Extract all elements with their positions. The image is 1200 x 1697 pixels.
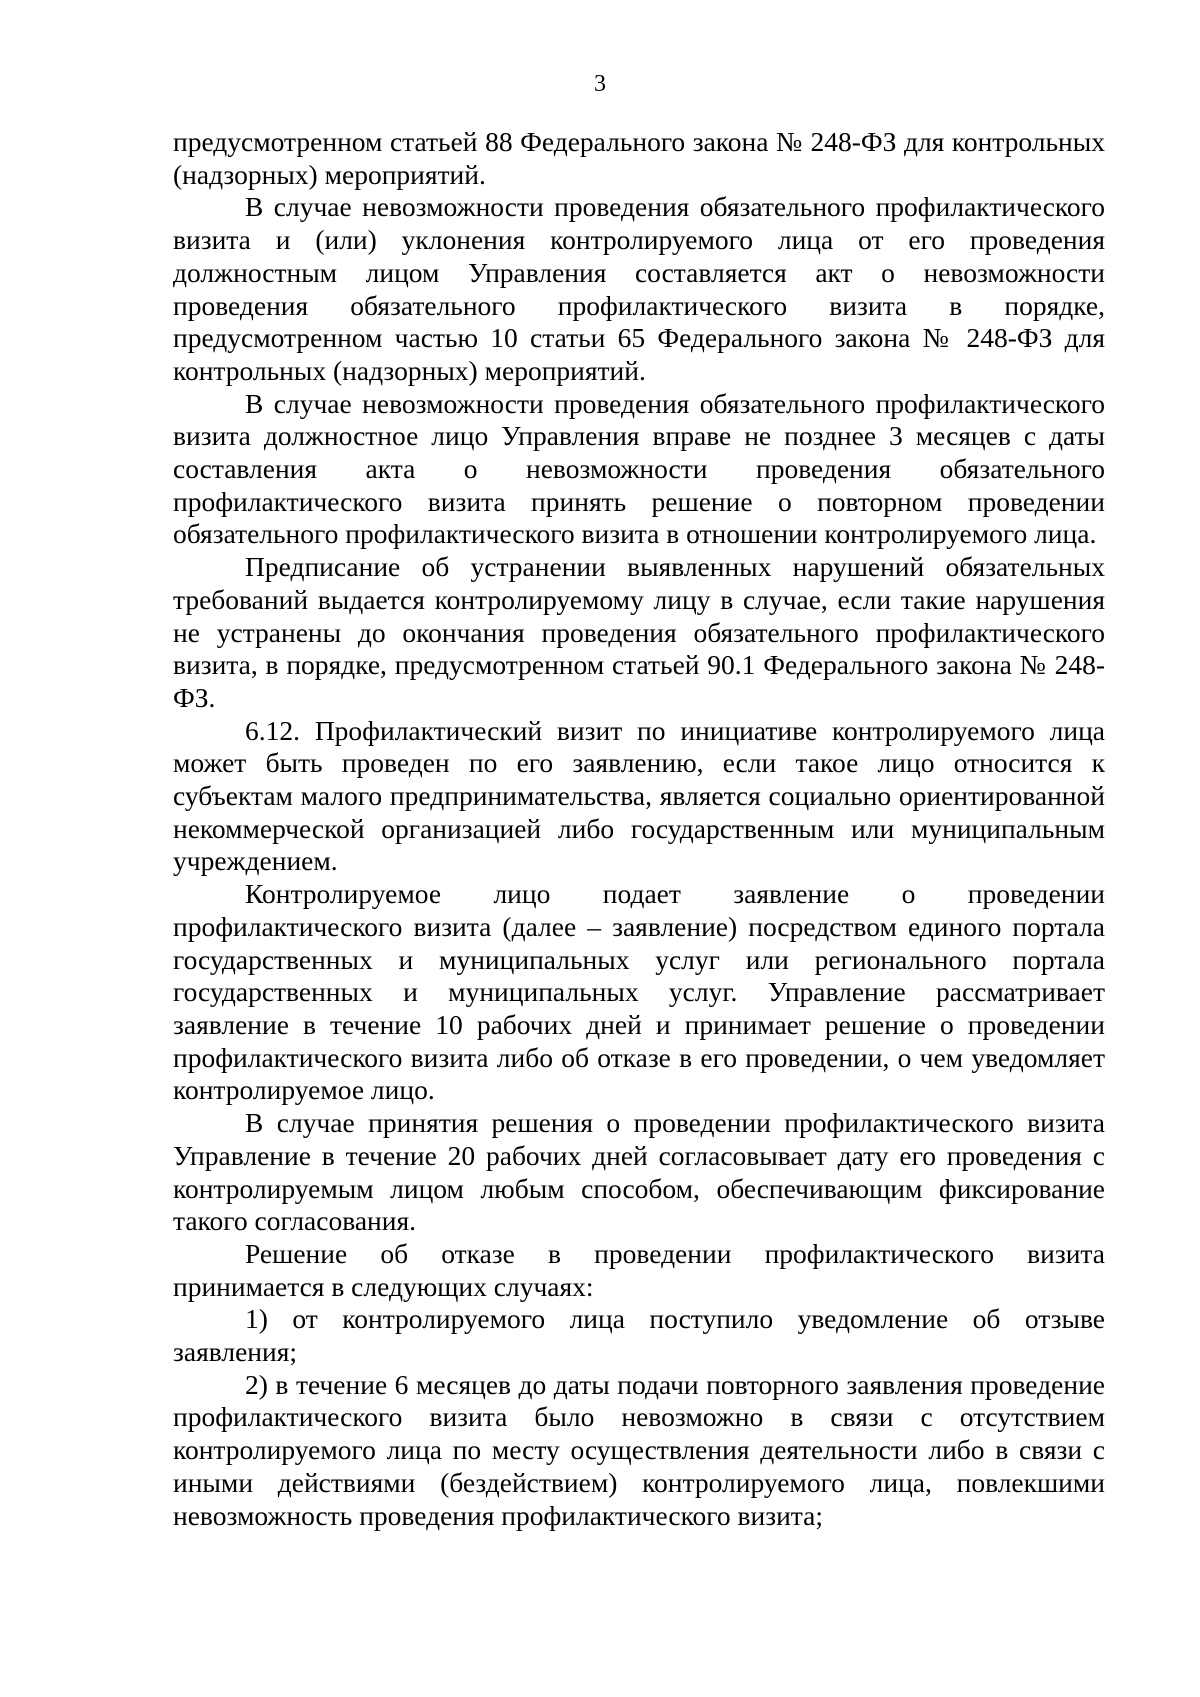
paragraph-date-agreement: В случае принятия решения о проведении профилактического визита Управление в течение 20 рабочих дней согласовывает дату его проведения с контролируемым лицом любым способом, обеспечивающим фиксирование такого согласования. (173, 1107, 1105, 1237)
list-item-2: 2) в течение 6 месяцев до даты подачи повторного заявления проведение профилактического визита было невозможно в связи с отсутствием контролируемого лица по месту осуществления деятельности либо в связи с иными действиями (бездействием) контролируемого лица, повлекшими невозможность проведения профилактического визита; (173, 1368, 1105, 1531)
paragraph-continuation: предусмотренном статьей 88 Федерального закона № 248-ФЗ для контрольных (надзорных) мероприятий. (173, 126, 1105, 190)
paragraph-impossibility-act: В случае невозможности проведения обязательного профилактического визита и (или) уклонения контролируемого лица от его проведения должностным лицом Управления составляется акт о невозможности проведения обязательного профилактического визита в порядке, предусмотренном частью 10 статьи 65 Федерального закона № 248-ФЗ для контрольных (надзорных) мероприятий. (173, 191, 1105, 386)
paragraph-refusal-cases: Решение об отказе в проведении профилактического визита принимается в следующих случаях: (173, 1237, 1105, 1302)
paragraph-6-12: 6.12. Профилактический визит по инициативе контролируемого лица может быть проведен по его заявлению, если такое лицо относится к субъектам малого предпринимательства, является социально ориентированной некоммерческой организацией либо государственным или муниципальным учреждением. (173, 714, 1105, 877)
paragraph-repeat-visit-decision: В случае невозможности проведения обязательного профилактического визита должностное лицо Управления вправе не позднее 3 месяцев с даты составления акта о невозможности проведения обязательного профилактического визита принять решение о повторном проведении обязательного профилактического визита в отношении контролируемого лица. (173, 387, 1105, 550)
list-item-1: 1) от контролируемого лица поступило уведомление об отзыве заявления; (173, 1303, 1105, 1368)
paragraph-prescription: Предписание об устранении выявленных нарушений обязательных требований выдается контролируемому лицу в случае, если такие нарушения не устранены до окончания проведения обязательного профилактического визита, в порядке, предусмотренном статьей 90.1 Федерального закона № 248-ФЗ. (173, 551, 1105, 713)
paragraph-application-submission: Контролируемое лицо подает заявление о проведении профилактического визита (далее – заявление) посредством единого портала государственных и муниципальных услуг или регионального портала государственных и муниципальных услуг. Управление рассматривает заявление в течение 10 рабочих дней и принимает решение о проведении профилактического визита либо об отказе в его проведении, о чем уведомляет контролируемое лицо. (173, 878, 1105, 1106)
document-body (173, 126, 1105, 1532)
page-number: 3 (594, 71, 606, 97)
